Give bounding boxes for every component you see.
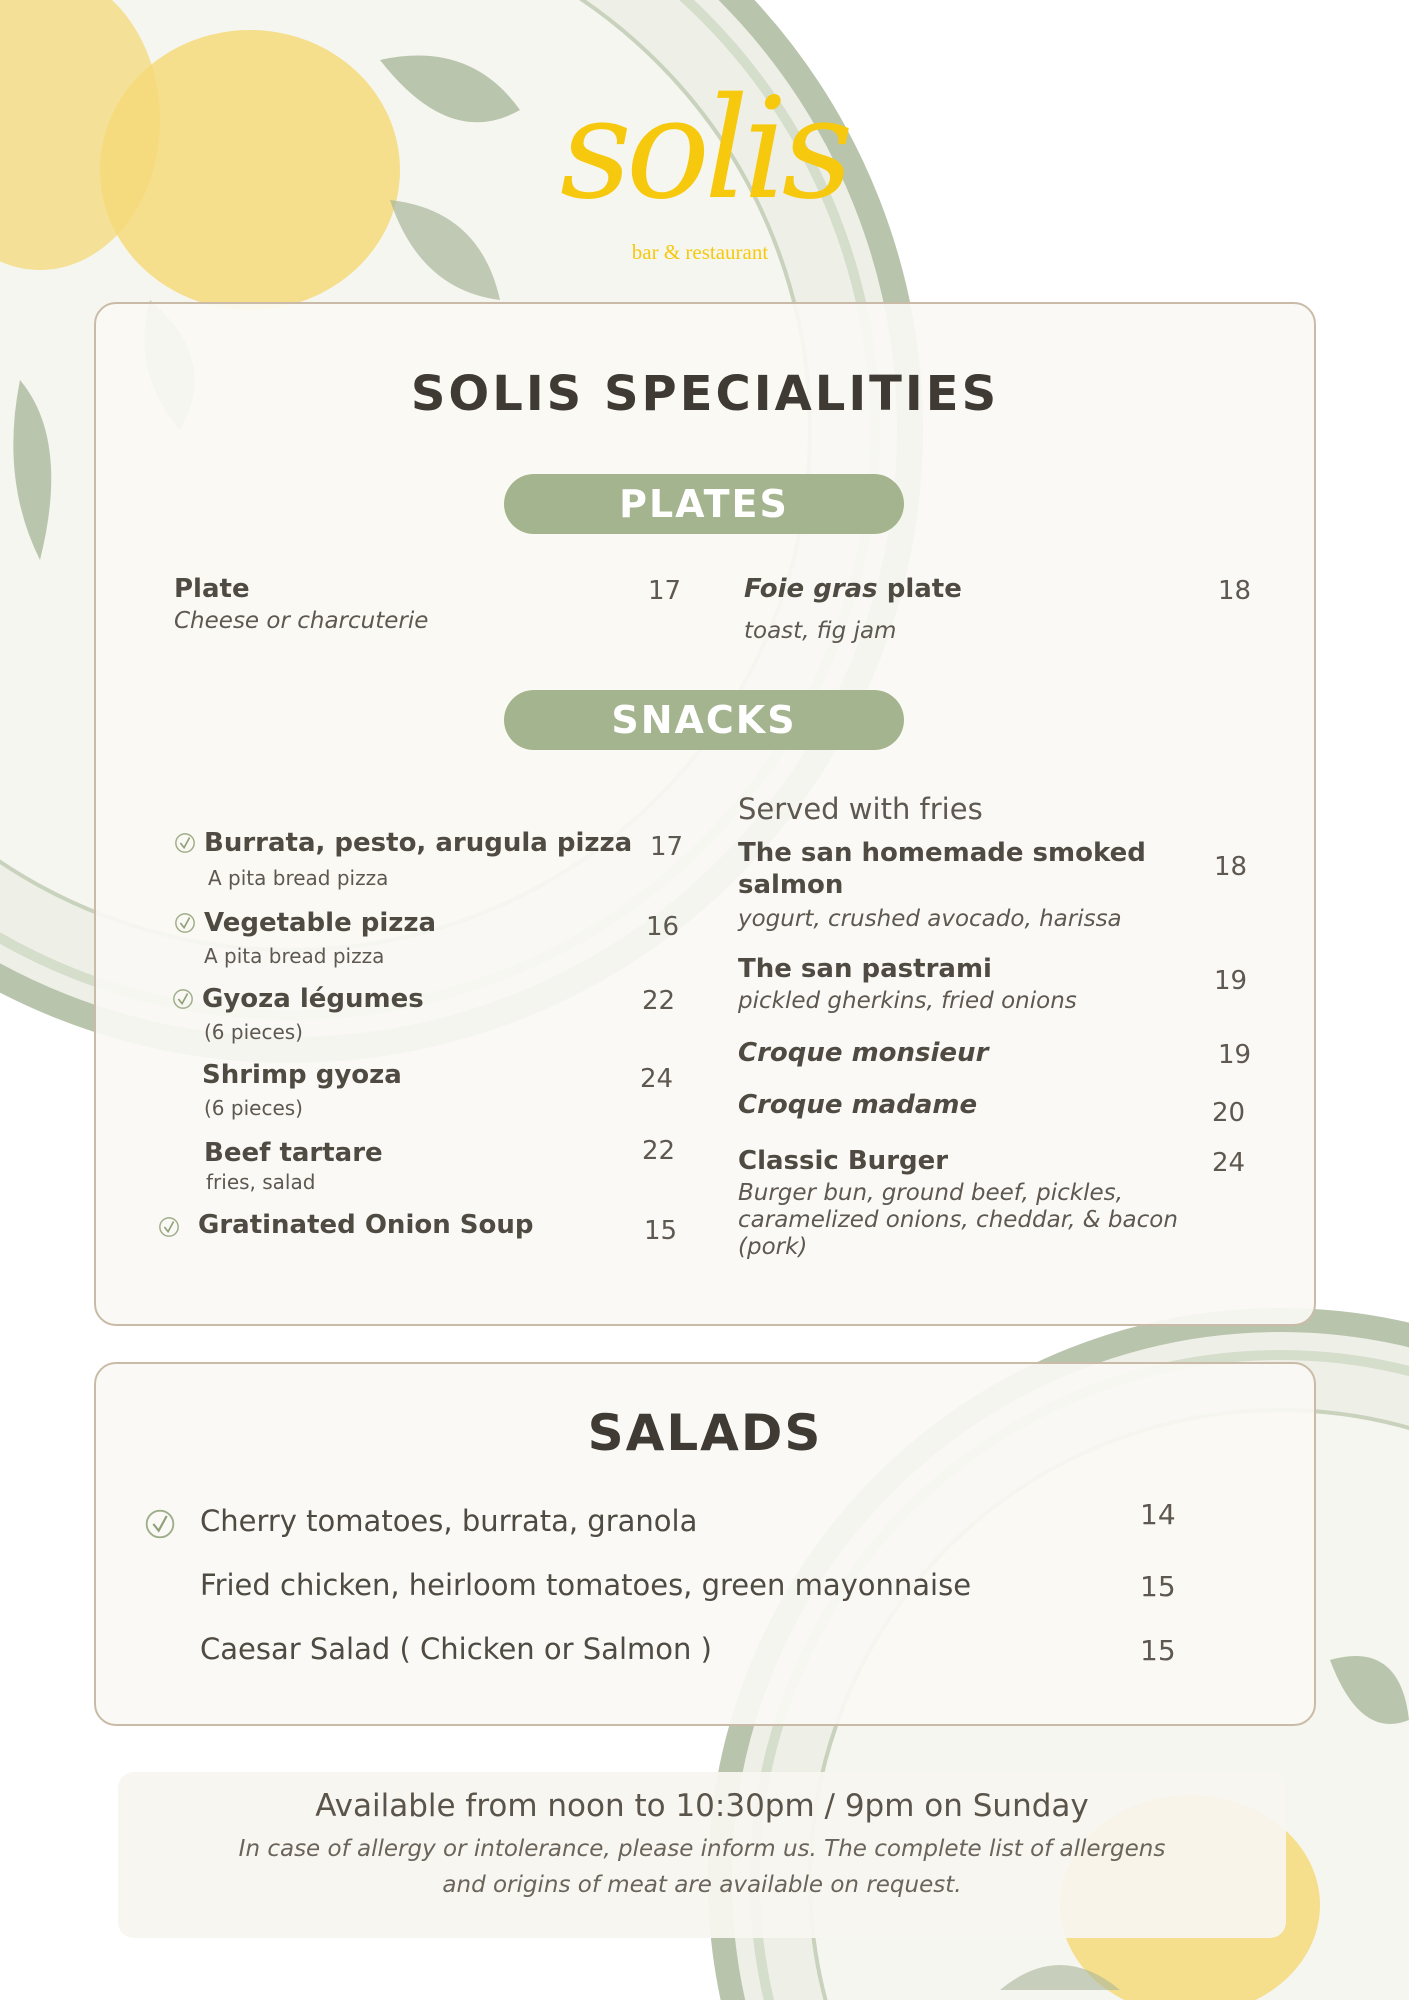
item-description: A pita bread pizza <box>208 866 389 890</box>
item-description: (6 pieces) <box>204 1096 303 1120</box>
logo-tagline: bar & restaurant <box>631 240 769 264</box>
item-name: Burrata, pesto, arugula pizza <box>204 828 633 858</box>
allergy-notice-line2: and origins of meat are available on request. <box>442 1872 962 1898</box>
item-description-continued: (pork) <box>738 1234 808 1260</box>
item-name: Gyoza légumes <box>202 984 424 1014</box>
availability-hours: Available from noon to 10:30pm / 9pm on Sunday <box>315 1788 1089 1824</box>
snacks-heading: SNACKS <box>504 690 904 750</box>
item-price: 19 <box>1214 966 1248 996</box>
salad-price: 15 <box>1140 1570 1176 1603</box>
salad-name: Cherry tomatoes, burrata, granola <box>200 1504 698 1538</box>
item-price: 15 <box>644 1216 678 1246</box>
item-price: 18 <box>1214 852 1248 882</box>
vegetarian-icon <box>174 912 196 934</box>
item-description: fries, salad <box>206 1170 316 1194</box>
item-name: Shrimp gyoza <box>202 1060 402 1090</box>
logo-wordmark: solis <box>560 68 848 231</box>
specialities-card <box>94 302 1316 1326</box>
salads-card <box>94 1362 1316 1726</box>
item-price: 24 <box>640 1064 674 1094</box>
item-price: 22 <box>642 986 676 1016</box>
brand-logo <box>560 40 860 270</box>
item-description-continued: caramelized onions, cheddar, & bacon <box>738 1207 1178 1233</box>
item-description: Burger bun, ground beef, pickles, <box>738 1180 1123 1206</box>
item-price: 22 <box>642 1136 676 1166</box>
item-description: toast, fig jam <box>744 618 897 644</box>
item-name: The san homemade smoked <box>738 838 1146 868</box>
item-description: pickled gherkins, fried onions <box>738 988 1077 1014</box>
plates-heading: PLATES <box>504 474 904 534</box>
item-price: 17 <box>650 832 684 862</box>
salad-name: Caesar Salad ( Chicken or Salmon ) <box>200 1632 712 1666</box>
salads-title: SALADS <box>587 1404 823 1462</box>
item-price: 18 <box>1218 576 1252 606</box>
vegetarian-icon <box>174 832 196 854</box>
item-price: 17 <box>648 576 682 606</box>
item-name: Classic Burger <box>738 1146 949 1176</box>
item-name: Plate <box>174 574 250 604</box>
salad-price: 14 <box>1140 1498 1176 1531</box>
item-description: (6 pieces) <box>204 1020 303 1044</box>
item-name: Croque monsieur <box>738 1038 989 1068</box>
item-price: 20 <box>1212 1098 1246 1128</box>
salad-price: 15 <box>1140 1634 1176 1667</box>
item-name: Croque madame <box>738 1090 978 1120</box>
allergy-notice-line1: In case of allergy or intolerance, please inform us. The complete list of allergens <box>238 1836 1166 1862</box>
item-description: yogurt, crushed avocado, harissa <box>738 906 1122 932</box>
item-name: Beef tartare <box>204 1138 383 1168</box>
item-price: 16 <box>646 912 680 942</box>
item-name: Vegetable pizza <box>204 908 437 938</box>
item-description: Cheese or charcuterie <box>174 608 429 634</box>
availability-notice <box>118 1772 1286 1938</box>
vegetarian-icon <box>172 988 194 1010</box>
served-with-fries-note: Served with fries <box>738 792 983 826</box>
specialities-title: SOLIS SPECIALITIES <box>410 366 1000 422</box>
item-name: Gratinated Onion Soup <box>198 1210 534 1240</box>
vegetarian-icon <box>144 1508 176 1540</box>
item-price: 24 <box>1212 1148 1246 1178</box>
item-name: The san pastrami <box>738 954 992 984</box>
item-price: 19 <box>1218 1040 1252 1070</box>
item-name-continued: salmon <box>738 870 844 900</box>
item-name: Foie gras plate <box>744 574 962 604</box>
item-description: A pita bread pizza <box>204 944 385 968</box>
salad-name: Fried chicken, heirloom tomatoes, green mayonnaise <box>200 1568 972 1602</box>
vegetarian-icon <box>158 1216 180 1238</box>
